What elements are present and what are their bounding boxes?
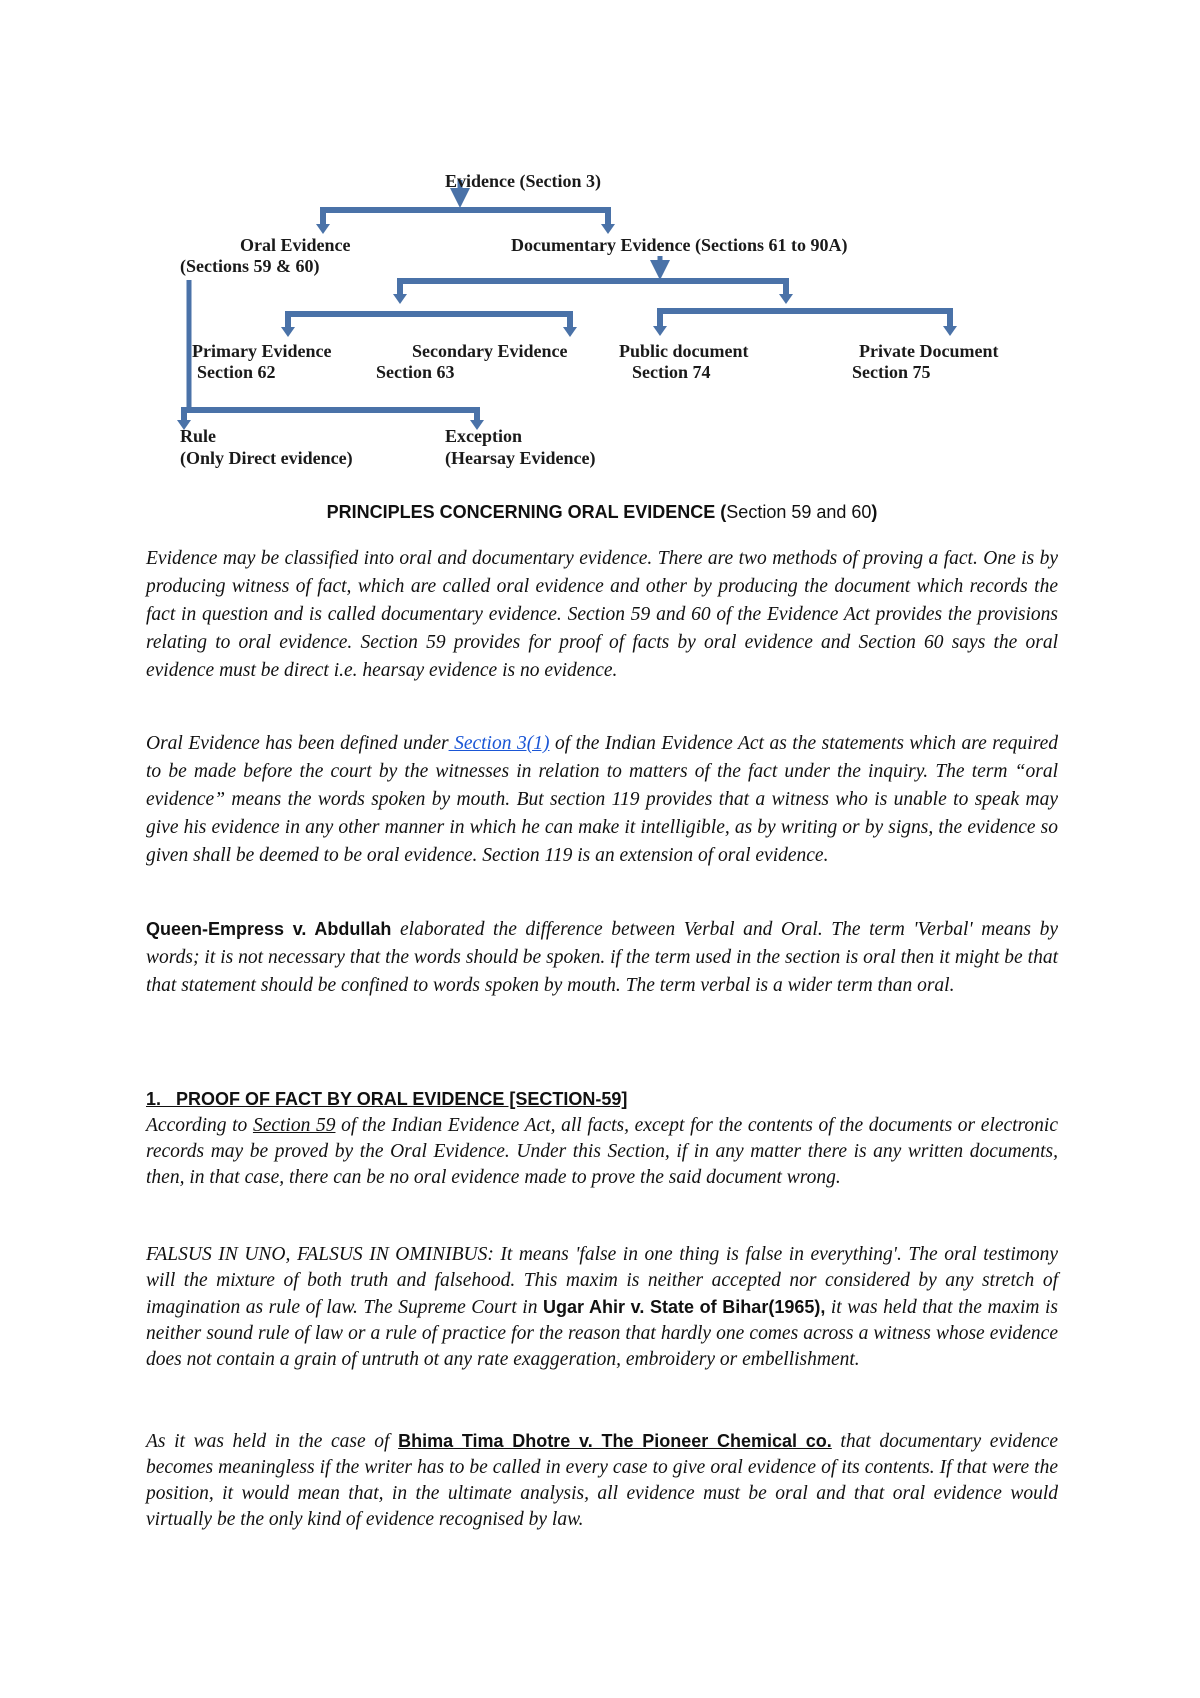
case-name: Bhima Tima Dhotre v. The Pioneer Chemical co. [398,1431,832,1451]
paragraph-text: that documentary evidence becomes meaningless if the writer has to be called in every case to give oral evidence of its contents. If that were the position, it would mean that, in the ultimate analysis, all evidence must be oral and that oral evidence would virtually be the only kind of evidence recognised by law. [146,1431,1058,1530]
paragraph-classification [146,545,1058,685]
node-oral-sections: (Sections 59 & 60) [180,256,320,276]
paragraph-text: FALSUS IN UNO, FALSUS IN OMINIBUS: It means 'false in one thing is false in everything'. The oral testimony will the mixture of both truth and falsehood. This maxim is neither accepted nor considered by any stretch of imagination as rule of law. The Supreme Court in [146,1244,1058,1318]
paragraph-text: According to [146,1115,253,1136]
principles-heading [146,502,1058,523]
paragraph-falsus-in-uno [146,1242,1058,1373]
node-exception-note: (Hearsay Evidence) [445,448,596,468]
heading-main: PRINCIPLES CONCERNING ORAL EVIDENCE ( [326,502,727,522]
node-secondary-evidence: Secondary Evidence [412,341,568,361]
section-59-link[interactable]: Section 59 [252,1115,336,1136]
node-public-section: Section 74 [632,362,711,382]
node-rule-note: (Only Direct evidence) [180,448,353,468]
heading-close: ) [871,502,878,522]
case-name: Ugar Ahir v. State of Bihar(1965), [543,1297,826,1317]
case-name: Queen-Empress v. Abdullah [146,919,392,939]
node-public-document: Public document [619,341,749,361]
paragraph-text: Evidence may be classified into oral and documentary evidence. There are two methods of proving a fact. One is by producing witness of fact, which are called oral evidence and other by producing the document which records the fact in question and is called documentary evidence. Section 59 and 60 of the Evidence Act provides the provisions relating to oral evidence. Section 59 provides for proof of facts by oral evidence and Section 60 says the oral evidence must be direct i.e. hearsay evidence is no evidence. [146,548,1058,681]
paragraph-queen-empress [146,915,1058,1000]
node-private-section: Section 75 [852,362,931,382]
paragraph-text: Oral Evidence has been defined under [146,733,449,754]
node-primary-section: Section 62 [197,362,276,382]
paragraph-text: of the Indian Evidence Act, all facts, except for the contents of the documents or electronic records may be proved by the Oral Evidence. Under this Section, if in any matter there is any written documents, then, in that case, there can be no oral evidence made to prove the said document wrong. [146,1115,1058,1188]
paragraph-oral-definition [146,730,1058,870]
node-exception: Exception [445,426,523,446]
node-secondary-section: Section 63 [376,362,455,382]
node-documentary-evidence: Documentary Evidence (Sections 61 to 90A) [511,235,848,255]
section-59-heading: 1. PROOF OF FACT BY ORAL EVIDENCE [SECTION-59] [146,1089,628,1109]
paragraph-text: elaborated the difference between Verbal and Oral. The term 'Verbal' means by words; it is not necessary that the words should be spoken. if the term used in the section is oral then it might be that that statement should be confined to words spoken by mouth. The term verbal is a wider term than oral. [146,919,1058,996]
section-3-1-link[interactable]: Section 3(1) [448,733,550,754]
paragraph-section-59 [146,1113,1058,1191]
node-primary-evidence: Primary Evidence [192,341,332,361]
paragraph-text: of the Indian Evidence Act as the statements which are required to be made before the court by the witnesses in relation to matters of the fact under the inquiry. The term “oral evidence” means the words spoken by mouth. But section 119 provides that a witness who is unable to speak may give his evidence in any other manner in which he can make it intelligible, as by writing or by signs, the evidence so given shall be deemed to be oral evidence. Section 119 is an extension of oral evidence. [146,733,1058,866]
node-rule: Rule [180,426,216,446]
paragraph-bhima-tima [146,1428,1058,1533]
heading-sub: Section 59 and 60 [726,502,872,522]
paragraph-text: it was held that the maxim is neither sound rule of law or a rule of practice for the reason that hardly one comes across a witness whose evidence does not contain a grain of untruth ot any rate exaggeration, embroidery or embellishment. [146,1297,1058,1370]
node-oral-evidence: Oral Evidence [240,235,351,255]
paragraph-text: As it was held in the case of [146,1431,399,1452]
node-evidence: Evidence (Section 3) [445,171,601,191]
node-private-document: Private Document [859,341,999,361]
